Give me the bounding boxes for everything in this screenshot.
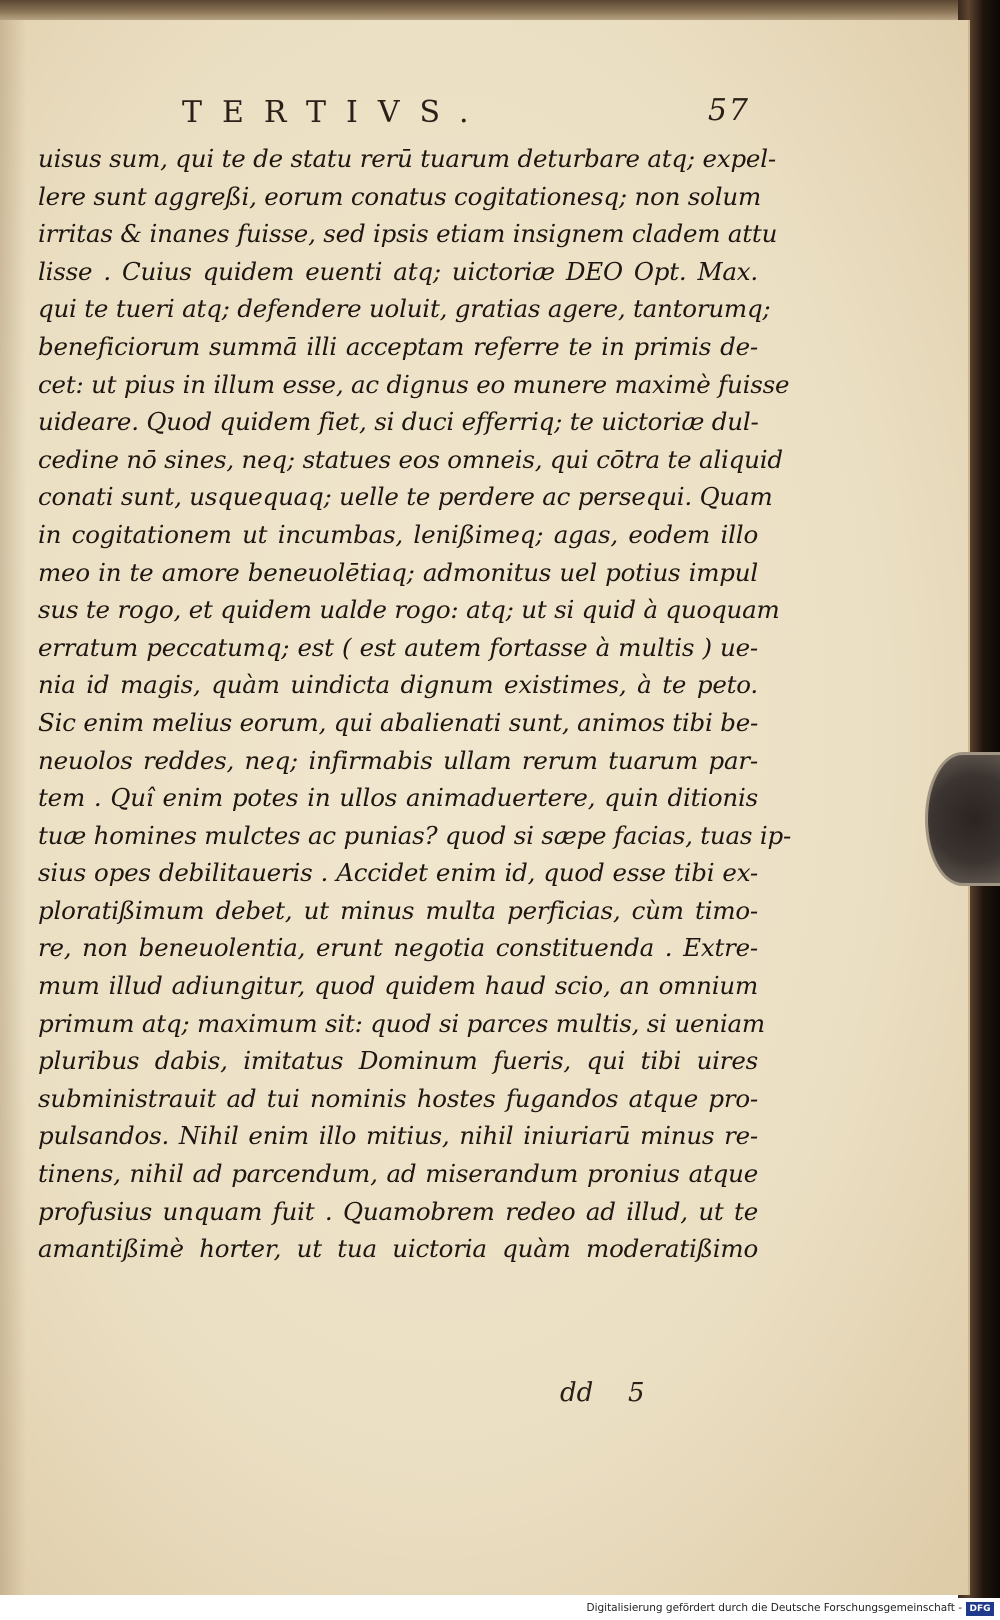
text-line: tem . Quî enim potes in ullos animaduertere, quin ditionis <box>38 783 758 813</box>
text-line: pulsandos. Nihil enim illo mitius, nihil iniuriarū minus re- <box>38 1121 758 1151</box>
text-line: lisse . Cuius quidem euenti atq; uictoriæ DEO Opt. Max. <box>38 256 758 286</box>
text-line: conati sunt, usquequaq; uelle te perdere ac persequi. Quam <box>38 482 773 512</box>
text-line: uideare. Quod quidem fiet, si duci efferriq; te uictoriæ dul- <box>38 407 759 437</box>
text-line: primum atq; maximum sit: quod si parces multis, si ueniam <box>38 1008 765 1038</box>
text-line: nia id magis, quàm uindicta dignum existimes, à te peto. <box>38 670 758 700</box>
text-line: subministrauit ad tui nominis hostes fugandos atque pro- <box>38 1083 758 1113</box>
text-line: re, non beneuolentia, erunt negotia constituenda . Extre- <box>38 933 758 963</box>
running-header <box>160 95 750 135</box>
text-line: Sic enim melius eorum, qui abalienati sunt, animos tibi be- <box>38 707 759 737</box>
text-line: irritas & inanes fuisse, sed ipsis etiam insignem cladem attu <box>38 219 778 249</box>
text-line: in cogitationem ut incumbas, lenißimeq; agas, eodem illo <box>38 519 758 549</box>
text-line: lere sunt aggreßi, eorum conatus cogitationesq; non solum <box>38 181 761 211</box>
page-clasp-shadow <box>925 752 1000 886</box>
text-line: beneficiorum summā illi acceptam referre te in primis de- <box>38 331 758 361</box>
text-line: tuæ homines mulctes ac punias? quod si sæpe facias, tuas ip- <box>38 820 792 850</box>
digitization-footer <box>0 1598 1000 1620</box>
signature-letters: dd <box>560 1378 594 1408</box>
text-line: tinens, nihil ad parcendum, ad miserandum pronius atque <box>38 1159 758 1189</box>
text-line: cedine nō sines, neq; statues eos omneis, qui cōtra te aliquid <box>38 444 783 474</box>
text-line: profusius unquam fuit . Quamobrem redeo ad illud, ut te <box>38 1196 758 1226</box>
text-line: qui te tueri atq; defendere uoluit, gratias agere, tantorumq; <box>38 294 771 324</box>
page-number: 57 <box>707 93 750 128</box>
text-line: uisus sum, qui te de statu rerū tuarum deturbare atq; expel- <box>38 144 776 173</box>
body-text <box>38 140 792 1268</box>
text-line: ploratißimum debet, ut minus multa perficias, cùm timo- <box>38 895 758 925</box>
text-line: meo in te amore beneuolētiaq; admonitus uel potius impul <box>38 557 758 587</box>
text-line: pluribus dabis, imitatus Dominum fueris, qui tibi uires <box>38 1046 758 1076</box>
text-line: cet: ut pius in illum esse, ac dignus eo munere maximè fuisse <box>38 369 790 399</box>
text-line: amantißimè horter, ut tua uictoria quàm moderatißimo <box>38 1234 758 1264</box>
signature-mark <box>560 1378 760 1410</box>
text-line: erratum peccatumq; est ( est autem fortasse à multis ) ue- <box>38 632 758 662</box>
text-line: mum illud adiungitur, quod quidem haud scio, an omnium <box>38 971 758 1001</box>
dfg-logo-icon: DFG <box>966 1602 994 1616</box>
signature-number: 5 <box>628 1378 645 1408</box>
funding-credit: Digitalisierung gefördert durch die Deutsche Forschungsgemeinschaft - <box>586 1602 962 1614</box>
text-line: sus te rogo, et quidem ualde rogo: atq; ut si quid à quoquam <box>38 595 780 625</box>
text-line: neuolos reddes, neq; infirmabis ullam rerum tuarum par- <box>38 745 758 775</box>
text-line: sius opes debilitaueris . Accidet enim id, quod esse tibi ex- <box>38 858 758 888</box>
running-title: TERTIVS. <box>182 95 489 130</box>
